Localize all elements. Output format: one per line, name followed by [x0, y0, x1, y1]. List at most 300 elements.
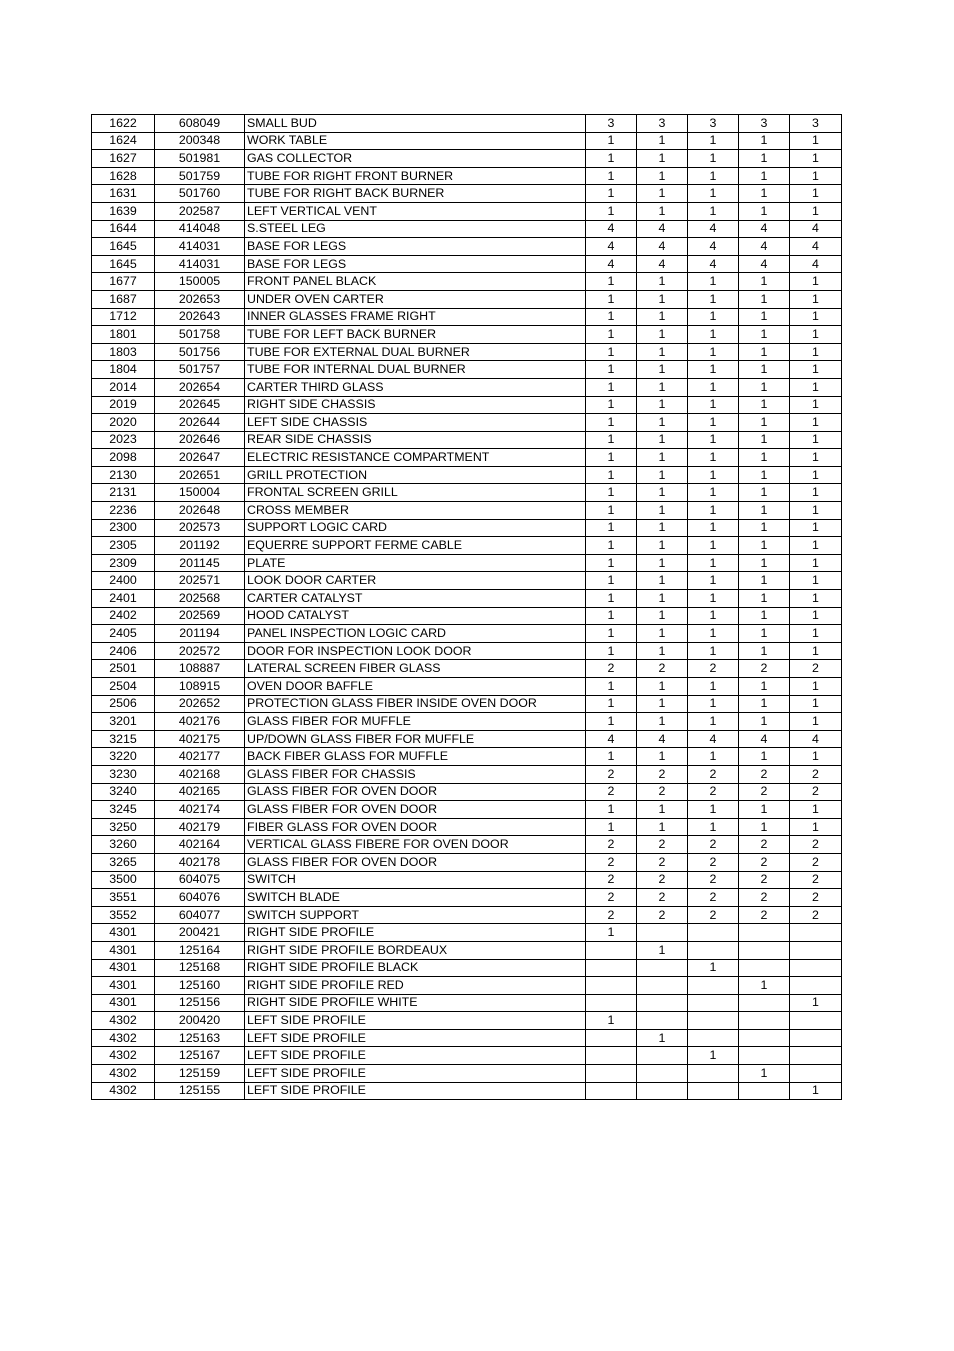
- item-number-cell: 4302: [92, 1082, 155, 1100]
- description-cell: UNDER OVEN CARTER: [245, 290, 586, 308]
- qty-col-2-cell: 1: [637, 607, 688, 625]
- qty-col-5-cell: 1: [790, 185, 842, 203]
- qty-col-5-cell: 1: [790, 167, 842, 185]
- qty-col-4-cell: 1: [739, 167, 790, 185]
- description-cell: LEFT SIDE PROFILE: [245, 1082, 586, 1100]
- part-code-cell: 201194: [155, 625, 245, 643]
- part-code-cell: 402174: [155, 801, 245, 819]
- qty-col-5-cell: 1: [790, 537, 842, 555]
- qty-col-1-cell: 1: [586, 290, 637, 308]
- item-number-cell: 2020: [92, 414, 155, 432]
- table-row: [92, 1029, 842, 1047]
- description-cell: GAS COLLECTOR: [245, 150, 586, 168]
- table-row: [92, 220, 842, 238]
- qty-col-4-cell: 3: [739, 115, 790, 133]
- qty-col-4-cell: [739, 941, 790, 959]
- qty-col-2-cell: 1: [637, 132, 688, 150]
- table-row: [92, 185, 842, 203]
- qty-col-3-cell: 1: [688, 748, 739, 766]
- qty-col-5-cell: 1: [790, 625, 842, 643]
- qty-col-2-cell: 4: [637, 255, 688, 273]
- part-code-cell: 604076: [155, 889, 245, 907]
- item-number-cell: 2019: [92, 396, 155, 414]
- part-code-cell: 125160: [155, 977, 245, 995]
- qty-col-1-cell: 1: [586, 273, 637, 291]
- table-row: [92, 625, 842, 643]
- part-code-cell: 150005: [155, 273, 245, 291]
- table-row: [92, 660, 842, 678]
- qty-col-4-cell: 1: [739, 590, 790, 608]
- qty-col-5-cell: 3: [790, 115, 842, 133]
- qty-col-4-cell: 2: [739, 836, 790, 854]
- part-code-cell: 202587: [155, 202, 245, 220]
- part-code-cell: 402177: [155, 748, 245, 766]
- table-row: [92, 765, 842, 783]
- part-code-cell: 125155: [155, 1082, 245, 1100]
- part-code-cell: 604075: [155, 871, 245, 889]
- qty-col-4-cell: 1: [739, 554, 790, 572]
- description-cell: FIBER GLASS FOR OVEN DOOR: [245, 818, 586, 836]
- qty-col-1-cell: 1: [586, 308, 637, 326]
- qty-col-3-cell: 1: [688, 502, 739, 520]
- item-number-cell: 1801: [92, 326, 155, 344]
- description-cell: GRILL PROTECTION: [245, 466, 586, 484]
- description-cell: DOOR FOR INSPECTION LOOK DOOR: [245, 642, 586, 660]
- part-code-cell: 202653: [155, 290, 245, 308]
- item-number-cell: 2400: [92, 572, 155, 590]
- qty-col-5-cell: [790, 924, 842, 942]
- qty-col-1-cell: [586, 1082, 637, 1100]
- description-cell: GLASS FIBER FOR MUFFLE: [245, 713, 586, 731]
- qty-col-1-cell: 1: [586, 924, 637, 942]
- qty-col-1-cell: 3: [586, 115, 637, 133]
- qty-col-3-cell: 1: [688, 361, 739, 379]
- qty-col-1-cell: 1: [586, 185, 637, 203]
- qty-col-1-cell: 1: [586, 502, 637, 520]
- item-number-cell: 2501: [92, 660, 155, 678]
- qty-col-3-cell: 1: [688, 150, 739, 168]
- qty-col-4-cell: 1: [739, 519, 790, 537]
- qty-col-2-cell: [637, 1012, 688, 1030]
- table-row: [92, 484, 842, 502]
- qty-col-5-cell: 2: [790, 871, 842, 889]
- item-number-cell: 2305: [92, 537, 155, 555]
- part-code-cell: 202572: [155, 642, 245, 660]
- qty-col-5-cell: [790, 941, 842, 959]
- item-number-cell: 1687: [92, 290, 155, 308]
- qty-col-4-cell: 1: [739, 150, 790, 168]
- qty-col-2-cell: 1: [637, 642, 688, 660]
- qty-col-1-cell: [586, 977, 637, 995]
- qty-col-1-cell: [586, 1065, 637, 1083]
- description-cell: GLASS FIBER FOR OVEN DOOR: [245, 783, 586, 801]
- item-number-cell: 3215: [92, 730, 155, 748]
- table-row: [92, 396, 842, 414]
- description-cell: RIGHT SIDE PROFILE BLACK: [245, 959, 586, 977]
- part-code-cell: 200420: [155, 1012, 245, 1030]
- part-code-cell: 200421: [155, 924, 245, 942]
- description-cell: BASE FOR LEGS: [245, 255, 586, 273]
- table-row: [92, 502, 842, 520]
- qty-col-4-cell: 1: [739, 642, 790, 660]
- part-code-cell: 202647: [155, 449, 245, 467]
- qty-col-3-cell: 1: [688, 713, 739, 731]
- qty-col-5-cell: 4: [790, 255, 842, 273]
- qty-col-4-cell: [739, 1029, 790, 1047]
- qty-col-5-cell: 1: [790, 326, 842, 344]
- description-cell: OVEN DOOR BAFFLE: [245, 678, 586, 696]
- table-row: [92, 590, 842, 608]
- qty-col-2-cell: 3: [637, 115, 688, 133]
- description-cell: FRONTAL SCREEN GRILL: [245, 484, 586, 502]
- qty-col-3-cell: [688, 941, 739, 959]
- item-number-cell: 1628: [92, 167, 155, 185]
- qty-col-1-cell: 2: [586, 660, 637, 678]
- qty-col-2-cell: 4: [637, 730, 688, 748]
- qty-col-3-cell: 2: [688, 660, 739, 678]
- qty-col-1-cell: 1: [586, 1012, 637, 1030]
- qty-col-5-cell: 1: [790, 308, 842, 326]
- qty-col-4-cell: 4: [739, 255, 790, 273]
- part-code-cell: 414048: [155, 220, 245, 238]
- qty-col-4-cell: 1: [739, 977, 790, 995]
- qty-col-5-cell: 1: [790, 449, 842, 467]
- qty-col-4-cell: 2: [739, 660, 790, 678]
- qty-col-1-cell: 1: [586, 713, 637, 731]
- table-row: [92, 449, 842, 467]
- qty-col-4-cell: 1: [739, 343, 790, 361]
- table-row: [92, 783, 842, 801]
- description-cell: SMALL BUD: [245, 115, 586, 133]
- table-row: [92, 924, 842, 942]
- description-cell: PANEL INSPECTION LOGIC CARD: [245, 625, 586, 643]
- part-code-cell: 202571: [155, 572, 245, 590]
- qty-col-4-cell: 1: [739, 713, 790, 731]
- qty-col-2-cell: 1: [637, 343, 688, 361]
- qty-col-2-cell: 1: [637, 308, 688, 326]
- qty-col-1-cell: 1: [586, 132, 637, 150]
- part-code-cell: 402176: [155, 713, 245, 731]
- qty-col-5-cell: 1: [790, 202, 842, 220]
- qty-col-3-cell: 3: [688, 115, 739, 133]
- part-code-cell: 201145: [155, 554, 245, 572]
- description-cell: EQUERRE SUPPORT FERME CABLE: [245, 537, 586, 555]
- qty-col-2-cell: 4: [637, 220, 688, 238]
- description-cell: HOOD CATALYST: [245, 607, 586, 625]
- description-cell: LEFT SIDE CHASSIS: [245, 414, 586, 432]
- qty-col-4-cell: [739, 1082, 790, 1100]
- part-code-cell: 125163: [155, 1029, 245, 1047]
- item-number-cell: 2506: [92, 695, 155, 713]
- table-row: [92, 202, 842, 220]
- item-number-cell: 3500: [92, 871, 155, 889]
- qty-col-2-cell: 1: [637, 167, 688, 185]
- description-cell: LATERAL SCREEN FIBER GLASS: [245, 660, 586, 678]
- qty-col-3-cell: 1: [688, 185, 739, 203]
- part-code-cell: 604077: [155, 906, 245, 924]
- description-cell: TUBE FOR RIGHT BACK BURNER: [245, 185, 586, 203]
- table-row: [92, 537, 842, 555]
- description-cell: GLASS FIBER FOR OVEN DOOR: [245, 853, 586, 871]
- qty-col-4-cell: 1: [739, 431, 790, 449]
- qty-col-2-cell: 1: [637, 713, 688, 731]
- qty-col-3-cell: 1: [688, 959, 739, 977]
- qty-col-2-cell: 1: [637, 414, 688, 432]
- qty-col-4-cell: [739, 1012, 790, 1030]
- qty-col-3-cell: 1: [688, 572, 739, 590]
- part-code-cell: 402164: [155, 836, 245, 854]
- qty-col-2-cell: 1: [637, 185, 688, 203]
- part-code-cell: 108915: [155, 678, 245, 696]
- qty-col-4-cell: 1: [739, 625, 790, 643]
- table-row: [92, 132, 842, 150]
- qty-col-3-cell: 1: [688, 590, 739, 608]
- description-cell: LEFT VERTICAL VENT: [245, 202, 586, 220]
- qty-col-2-cell: 1: [637, 537, 688, 555]
- qty-col-1-cell: 1: [586, 695, 637, 713]
- qty-col-3-cell: [688, 977, 739, 995]
- table-row: [92, 414, 842, 432]
- part-code-cell: 402168: [155, 765, 245, 783]
- qty-col-3-cell: 1: [688, 378, 739, 396]
- qty-col-1-cell: 1: [586, 748, 637, 766]
- qty-col-5-cell: [790, 977, 842, 995]
- description-cell: GLASS FIBER FOR OVEN DOOR: [245, 801, 586, 819]
- description-cell: PLATE: [245, 554, 586, 572]
- qty-col-4-cell: 1: [739, 273, 790, 291]
- item-number-cell: 3240: [92, 783, 155, 801]
- qty-col-2-cell: 1: [637, 502, 688, 520]
- part-code-cell: 402165: [155, 783, 245, 801]
- qty-col-4-cell: [739, 1047, 790, 1065]
- item-number-cell: 3220: [92, 748, 155, 766]
- part-code-cell: 501758: [155, 326, 245, 344]
- qty-col-2-cell: 1: [637, 273, 688, 291]
- qty-col-3-cell: 1: [688, 801, 739, 819]
- qty-col-5-cell: 1: [790, 484, 842, 502]
- description-cell: CROSS MEMBER: [245, 502, 586, 520]
- qty-col-3-cell: 1: [688, 1047, 739, 1065]
- item-number-cell: 2023: [92, 431, 155, 449]
- qty-col-4-cell: 1: [739, 202, 790, 220]
- item-number-cell: 1622: [92, 115, 155, 133]
- qty-col-5-cell: 2: [790, 783, 842, 801]
- qty-col-5-cell: 1: [790, 801, 842, 819]
- table-row: [92, 150, 842, 168]
- qty-col-3-cell: 1: [688, 343, 739, 361]
- qty-col-1-cell: [586, 959, 637, 977]
- qty-col-2-cell: 1: [637, 150, 688, 168]
- qty-col-5-cell: 1: [790, 994, 842, 1012]
- description-cell: FRONT PANEL BLACK: [245, 273, 586, 291]
- table-row: [92, 853, 842, 871]
- qty-col-3-cell: 1: [688, 607, 739, 625]
- qty-col-3-cell: [688, 924, 739, 942]
- qty-col-1-cell: 1: [586, 554, 637, 572]
- table-row: [92, 343, 842, 361]
- qty-col-4-cell: 1: [739, 290, 790, 308]
- item-number-cell: 4301: [92, 924, 155, 942]
- qty-col-3-cell: 2: [688, 783, 739, 801]
- description-cell: SWITCH SUPPORT: [245, 906, 586, 924]
- qty-col-4-cell: 1: [739, 748, 790, 766]
- description-cell: RIGHT SIDE PROFILE BORDEAUX: [245, 941, 586, 959]
- qty-col-1-cell: 2: [586, 871, 637, 889]
- qty-col-1-cell: 2: [586, 906, 637, 924]
- part-code-cell: 202648: [155, 502, 245, 520]
- qty-col-3-cell: [688, 994, 739, 1012]
- table-row: [92, 730, 842, 748]
- item-number-cell: 1645: [92, 255, 155, 273]
- qty-col-4-cell: [739, 994, 790, 1012]
- qty-col-5-cell: 1: [790, 502, 842, 520]
- qty-col-1-cell: 1: [586, 449, 637, 467]
- description-cell: RIGHT SIDE PROFILE: [245, 924, 586, 942]
- description-cell: TUBE FOR EXTERNAL DUAL BURNER: [245, 343, 586, 361]
- qty-col-2-cell: 1: [637, 290, 688, 308]
- parts-table-body: [92, 115, 842, 1100]
- qty-col-2-cell: 1: [637, 326, 688, 344]
- table-row: [92, 1082, 842, 1100]
- item-number-cell: 3245: [92, 801, 155, 819]
- qty-col-2-cell: 1: [637, 449, 688, 467]
- qty-col-4-cell: [739, 924, 790, 942]
- qty-col-5-cell: 1: [790, 1082, 842, 1100]
- qty-col-3-cell: 4: [688, 730, 739, 748]
- description-cell: INNER GLASSES FRAME RIGHT: [245, 308, 586, 326]
- qty-col-3-cell: 1: [688, 414, 739, 432]
- table-row: [92, 818, 842, 836]
- item-number-cell: 3230: [92, 765, 155, 783]
- qty-col-1-cell: 1: [586, 396, 637, 414]
- table-row: [92, 642, 842, 660]
- item-number-cell: 2130: [92, 466, 155, 484]
- qty-col-4-cell: [739, 959, 790, 977]
- part-code-cell: 202573: [155, 519, 245, 537]
- item-number-cell: 4302: [92, 1012, 155, 1030]
- qty-col-3-cell: 1: [688, 642, 739, 660]
- description-cell: RIGHT SIDE PROFILE RED: [245, 977, 586, 995]
- qty-col-4-cell: 1: [739, 414, 790, 432]
- item-number-cell: 1627: [92, 150, 155, 168]
- qty-col-1-cell: [586, 941, 637, 959]
- qty-col-2-cell: 1: [637, 818, 688, 836]
- table-row: [92, 748, 842, 766]
- qty-col-2-cell: 2: [637, 660, 688, 678]
- qty-col-4-cell: 1: [739, 801, 790, 819]
- qty-col-1-cell: 2: [586, 783, 637, 801]
- part-code-cell: 201192: [155, 537, 245, 555]
- qty-col-5-cell: 1: [790, 132, 842, 150]
- part-code-cell: 202646: [155, 431, 245, 449]
- qty-col-1-cell: [586, 994, 637, 1012]
- qty-col-1-cell: 1: [586, 572, 637, 590]
- qty-col-4-cell: 1: [739, 484, 790, 502]
- qty-col-1-cell: 1: [586, 378, 637, 396]
- qty-col-5-cell: 2: [790, 765, 842, 783]
- qty-col-1-cell: 1: [586, 326, 637, 344]
- part-code-cell: 202654: [155, 378, 245, 396]
- qty-col-5-cell: 1: [790, 519, 842, 537]
- part-code-cell: 202651: [155, 466, 245, 484]
- description-cell: WORK TABLE: [245, 132, 586, 150]
- qty-col-3-cell: [688, 1012, 739, 1030]
- description-cell: TUBE FOR INTERNAL DUAL BURNER: [245, 361, 586, 379]
- qty-col-1-cell: 1: [586, 519, 637, 537]
- qty-col-1-cell: 1: [586, 590, 637, 608]
- item-number-cell: 4301: [92, 977, 155, 995]
- qty-col-1-cell: 1: [586, 484, 637, 502]
- item-number-cell: 2131: [92, 484, 155, 502]
- description-cell: LEFT SIDE PROFILE: [245, 1029, 586, 1047]
- qty-col-3-cell: 1: [688, 308, 739, 326]
- qty-col-3-cell: 2: [688, 836, 739, 854]
- qty-col-5-cell: 2: [790, 906, 842, 924]
- description-cell: LOOK DOOR CARTER: [245, 572, 586, 590]
- qty-col-1-cell: 1: [586, 431, 637, 449]
- qty-col-2-cell: 2: [637, 765, 688, 783]
- table-row: [92, 519, 842, 537]
- qty-col-5-cell: [790, 1047, 842, 1065]
- qty-col-2-cell: 1: [637, 748, 688, 766]
- qty-col-2-cell: 2: [637, 889, 688, 907]
- qty-col-2-cell: 1: [637, 361, 688, 379]
- table-row: [92, 801, 842, 819]
- part-code-cell: 202645: [155, 396, 245, 414]
- qty-col-2-cell: [637, 977, 688, 995]
- qty-col-3-cell: 4: [688, 220, 739, 238]
- qty-col-1-cell: 2: [586, 889, 637, 907]
- qty-col-4-cell: 1: [739, 678, 790, 696]
- item-number-cell: 1677: [92, 273, 155, 291]
- part-code-cell: 501981: [155, 150, 245, 168]
- description-cell: CARTER CATALYST: [245, 590, 586, 608]
- qty-col-2-cell: 1: [637, 396, 688, 414]
- qty-col-2-cell: 1: [637, 484, 688, 502]
- part-code-cell: 150004: [155, 484, 245, 502]
- qty-col-5-cell: 1: [790, 414, 842, 432]
- table-row: [92, 273, 842, 291]
- qty-col-3-cell: 2: [688, 889, 739, 907]
- qty-col-2-cell: 1: [637, 625, 688, 643]
- qty-col-1-cell: 1: [586, 414, 637, 432]
- table-row: [92, 977, 842, 995]
- part-code-cell: 125159: [155, 1065, 245, 1083]
- qty-col-3-cell: 2: [688, 906, 739, 924]
- qty-col-5-cell: 1: [790, 431, 842, 449]
- qty-col-1-cell: 1: [586, 343, 637, 361]
- qty-col-2-cell: 1: [637, 202, 688, 220]
- table-row: [92, 607, 842, 625]
- qty-col-5-cell: 1: [790, 607, 842, 625]
- qty-col-5-cell: [790, 959, 842, 977]
- qty-col-2-cell: [637, 959, 688, 977]
- part-code-cell: 202569: [155, 607, 245, 625]
- part-code-cell: 108887: [155, 660, 245, 678]
- qty-col-1-cell: 2: [586, 836, 637, 854]
- qty-col-5-cell: 1: [790, 378, 842, 396]
- description-cell: S.STEEL LEG: [245, 220, 586, 238]
- table-row: [92, 308, 842, 326]
- item-number-cell: 2406: [92, 642, 155, 660]
- table-row: [92, 361, 842, 379]
- qty-col-3-cell: 1: [688, 484, 739, 502]
- description-cell: TUBE FOR RIGHT FRONT BURNER: [245, 167, 586, 185]
- table-row: [92, 378, 842, 396]
- qty-col-2-cell: 2: [637, 871, 688, 889]
- qty-col-2-cell: 1: [637, 678, 688, 696]
- item-number-cell: 3201: [92, 713, 155, 731]
